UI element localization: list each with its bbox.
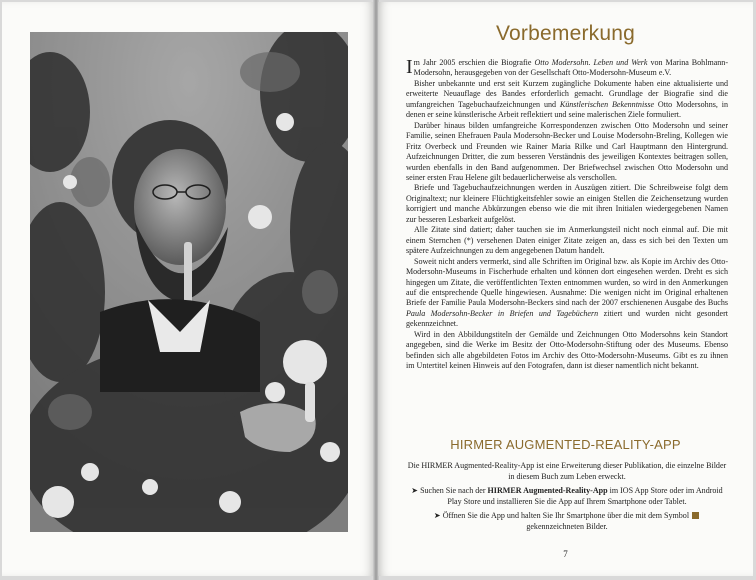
paragraph: Briefe und Tagebuchaufzeichnungen werden in Auszügen zitiert. Die Schreibweise folgt dem Originaltext; nur kleinere Flüchtigkeitsfehler sowie an einigen Stellen die Zeichensetzung wurden korrigiert und manche Abkürzungen ebenso wie die mit ihren Initialen wiedergegebenen Namen zur besseren Lesbarkeit aufgelöst.: [406, 183, 728, 224]
section-heading: HIRMER AUGMENTED-REALITY-APP: [450, 437, 681, 452]
text-span: Suchen Sie nach der: [420, 486, 488, 496]
text-span: zitiert und wurden nicht gesondert gekennzeichnet.: [406, 308, 728, 329]
text-span: Öffnen Sie die App und halten Sie Ihr Smartphone über die mit dem Symbol: [442, 511, 690, 521]
text-span: m Jahr 2005 erschien die Biografie: [413, 58, 535, 67]
book-title-italic: Otto Modersohn. Leben und Werk: [534, 58, 648, 67]
page-title: Vorbemerkung: [496, 22, 635, 45]
paragraph: Wird in den Abbildungstiteln der Gemälde und Zeichnungen Otto Modersohns kein Standort angegeben, sind die Werke im Besitz der Otto-Modersohn-Stiftung oder des Museums. Ebenso befinden sich alle abgebildeten Fotos im Archiv des Otto-Modersohn-Museums. Gibt es zu ihnen im Untertitel keinen Hinweis auf den Fotografen, dann ist dieser namentlich nicht bekannt.: [406, 329, 728, 371]
arrow-bullet-icon: ➤: [411, 486, 419, 496]
page-number: 7: [563, 549, 568, 559]
paragraph: [406, 79, 728, 121]
paragraph: [406, 257, 728, 330]
text-span: Bisher unbekannte und erst seit Kurzem zugängliche Dokumente haben eine aktualisierte und erweiterte Neuauflage des Bandes erforderlich gemacht. Grundlage der Biografie sind die umfangreichen Tagebuchaufzeichnungen und: [406, 78, 728, 109]
text-span: gekennzeichneten Bilder.: [526, 521, 608, 531]
app-instructions: [406, 461, 728, 537]
ar-symbol-icon: [692, 512, 699, 519]
bullet-item: [406, 511, 728, 532]
drop-cap: I: [406, 56, 413, 78]
italic-span: Künstlerischen Bekenntnisse: [559, 99, 655, 109]
text-span: Soweit nicht anders vermerkt, sind alle Schriften im Original bzw. als Kopie im Archiv des Otto-Modersohn-Museums in Fischerhude erhalten und können dort eingesehen werden. Dreht es sich hingegen um Zitate, die veröffentlichten Texten entnommen wurden, so wird in den Anmerkungen auf die entsprechende Quelle hingewiesen. Ausnahme: Die wenigen nicht im Original erhaltenen Briefe der Familie Paula Modersohn-Beckers sind nach der 2007 erschienenen Ausgabe des Buchs: [406, 256, 728, 308]
paragraph-intro: [406, 58, 728, 79]
app-name-bold: HIRMER Augmented-Reality-App: [487, 486, 608, 496]
text-span: von Marina Bohlmann-Modersohn, herausgegeben von der Gesellschaft Otto-Modersohn-Museum e.V.: [413, 58, 728, 78]
bullet-item: [406, 486, 728, 507]
photo-illustration: [30, 32, 348, 532]
paragraph: Alle Zitate sind datiert; daher tauchen sie im Anmerkungsteil nicht noch einmal auf. Die mit einem Sternchen (*) versehenen Daten einiger Zitate zeigen an, dass es sich bei den Texten um spätere Aufzeichnungen zu dem angegebenen Datum handelt.: [406, 225, 728, 256]
text-span: Otto Modersohns, in denen er seine künstlerische Arbeit reflektiert und seine malerischen Ziele formuliert.: [406, 99, 728, 120]
left-page: [2, 2, 374, 576]
italic-span: Paula Modersohn-Becker in Briefen und Tagebüchern: [406, 308, 599, 318]
paragraph: Darüber hinaus bilden umfangreiche Korrespondenzen zwischen Otto Modersohn und seiner Familie, seinen Ehefrauen Paula Modersohn-Becker und Louise Modersohn-Breling, Kollegen wie Fritz Overbeck und Freunden wie Rainer Maria Rilke und Carl Hauptmann den Hintergrund. Aufzeichnungen Dritter, die zum besseren Verständnis des jeweiligen Kontextes beitragen sollen, wurden ebenfalls in den Band aufgenommen. Der Briefwechsel zwischen Otto Modersohn und seiner ersten Frau Helene gilt bedauerlicherweise als verschollen.: [406, 120, 728, 182]
text-span: im IOS App Store oder im Android Play Store und installieren Sie die App auf Ihrem Smartphone oder Tablet.: [447, 486, 723, 506]
arrow-bullet-icon: ➤: [433, 511, 441, 521]
app-intro: Die HIRMER Augmented-Reality-App ist eine Erweiterung dieser Publikation, die einzelne Bilder in diesem Buch zum Leben erweckt.: [407, 461, 727, 481]
portrait-photo: [30, 32, 348, 532]
body-text: [406, 58, 728, 372]
